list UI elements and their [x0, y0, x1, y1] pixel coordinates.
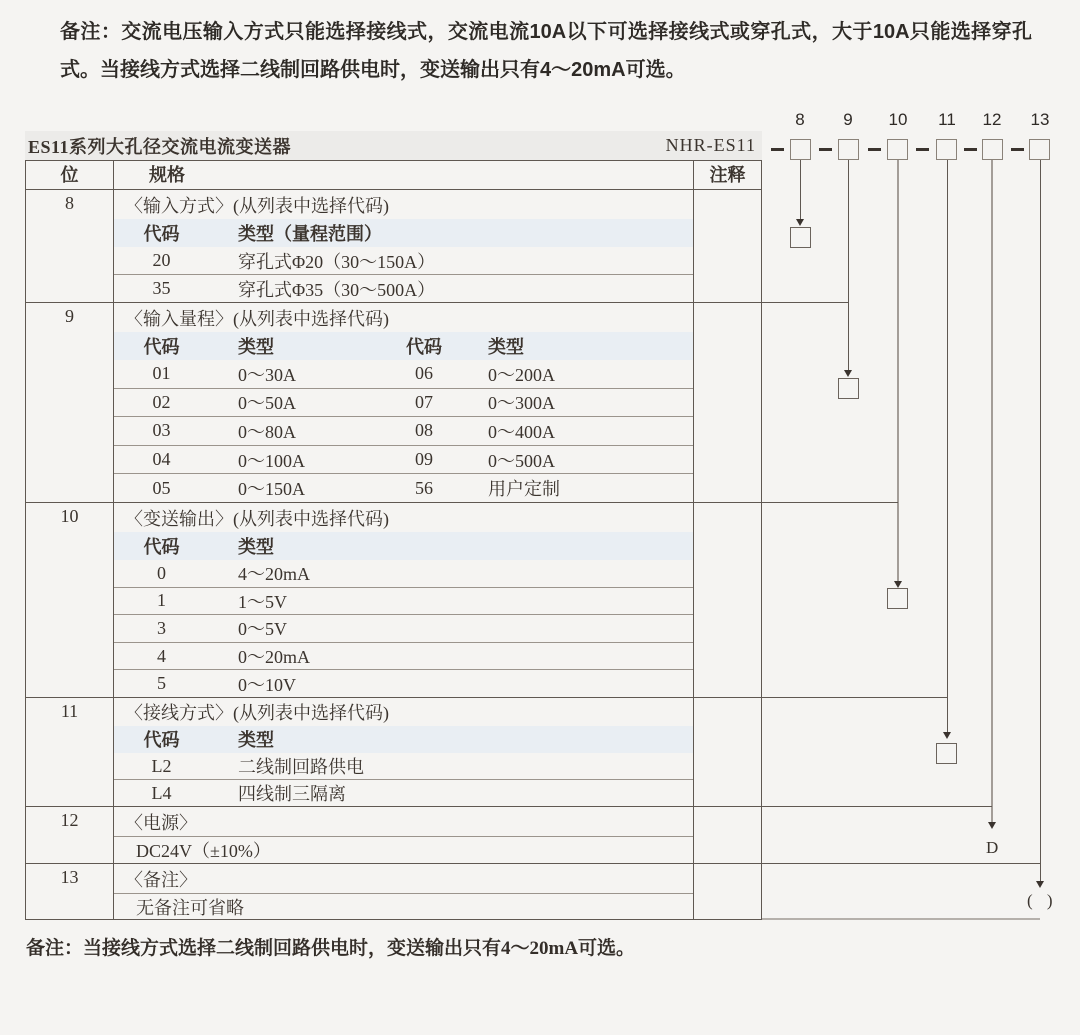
code-cell: 03: [152, 420, 171, 441]
junction-line: [762, 918, 1040, 920]
type-cell: 0～150A: [238, 479, 305, 500]
table-row: [114, 779, 693, 806]
type-cell: 0～200A: [488, 364, 555, 385]
model-code-box: [790, 139, 811, 160]
type-cell: 0～10V: [238, 674, 296, 695]
position-digit: 12: [982, 110, 1002, 129]
junction-line: [762, 697, 947, 698]
section-title: 〈变送输出〉(从列表中选择代码): [125, 508, 389, 529]
code-cell: 56: [415, 477, 433, 498]
section-title: 〈接线方式〉(从列表中选择代码): [125, 702, 389, 723]
table-row: [114, 753, 693, 779]
code-drop-box-8: [790, 227, 811, 248]
type-cell: 二线制回路供电: [238, 757, 364, 777]
table-row: [114, 247, 693, 274]
subheader-code-label: 代码: [143, 730, 180, 751]
drop-arrow: [796, 219, 804, 226]
section-position-13: [26, 863, 761, 920]
table-row: [114, 560, 693, 587]
table-row: [114, 274, 693, 302]
model-dash: [964, 148, 977, 151]
section-position-12: [26, 806, 761, 863]
junction-line: [762, 806, 992, 807]
code-drop-box-9: [838, 378, 859, 399]
model-code-box: [838, 139, 859, 160]
type-cell: 0～80A: [238, 421, 296, 442]
type-cell: 穿孔式Φ20（30～150A）: [238, 251, 436, 272]
model-code-box: [1029, 139, 1050, 160]
code-cell: 08: [415, 420, 433, 441]
connector-line-10: [897, 160, 899, 581]
note-cell: [694, 503, 761, 697]
subheader-type-label: 类型: [238, 730, 274, 751]
model-prefix: NHR-ES11: [665, 135, 756, 155]
type-cell: 0～300A: [488, 393, 555, 414]
type-cell: 0～30A: [238, 364, 296, 385]
product-title: ES11系列大孔径交流电流变送器: [28, 136, 292, 157]
section-position-9: [26, 302, 761, 502]
type-cell: 0～100A: [238, 450, 305, 471]
code-cell: 07: [415, 391, 433, 412]
subheader-type-label: 类型: [488, 337, 524, 357]
code-cell: 5: [157, 673, 166, 694]
subheader-code-label: 代码: [406, 337, 442, 357]
type-cell: 1～5V: [238, 591, 287, 612]
table-row: [114, 642, 693, 670]
position-cell: 11: [26, 698, 114, 806]
marker-power-code: D: [986, 838, 999, 857]
subheader-code-label: 代码: [143, 337, 180, 357]
selection-table: [25, 160, 762, 920]
table-row: 无备注可省略: [114, 893, 693, 920]
code-cell: 1: [157, 590, 166, 611]
table-row: DC24V（±10%）: [114, 836, 693, 863]
junction-line: [762, 302, 848, 303]
subheader-row: [114, 726, 693, 753]
section-title: 〈备注〉: [125, 869, 197, 890]
table-row: [114, 614, 693, 642]
top-note: 备注：交流电压输入方式只能选择接线式，交流电流10A以下可选择接线式或穿孔式，大于10A只能选择穿孔式。当接线方式选择二线制回路供电时，变送输出只有4～20mA可选。: [60, 21, 1032, 81]
position-digit: 11: [938, 110, 956, 129]
drop-arrow: [1036, 881, 1044, 888]
model-dash: [868, 148, 881, 151]
position-cell: 12: [26, 807, 114, 863]
code-cell: 0: [157, 562, 166, 583]
note-cell: [694, 190, 761, 302]
code-cell: 09: [415, 449, 433, 470]
type-cell: 0～5V: [238, 619, 287, 640]
drop-arrow: [943, 732, 951, 739]
note-cell: [694, 864, 761, 920]
drop-arrow: [894, 581, 902, 588]
title-band: [25, 131, 762, 160]
position-digit: 13: [1030, 110, 1050, 129]
col-header-note: 注释: [709, 165, 746, 185]
connector-line-9: [848, 160, 849, 370]
type-cell: 四线制三隔离: [238, 784, 346, 804]
note-cell: [694, 303, 761, 502]
table-row: [114, 473, 693, 502]
model-dash: [1011, 148, 1024, 151]
subheader-row: [114, 532, 693, 560]
drop-arrow: [988, 822, 996, 829]
type-cell: 0～20mA: [238, 647, 310, 668]
type-cell: 0～500A: [488, 450, 555, 471]
section-title: 〈电源〉: [125, 812, 197, 833]
type-cell: 用户定制: [488, 479, 560, 500]
table-row: [114, 587, 693, 615]
section-title: 〈输入方式〉(从列表中选择代码): [125, 195, 389, 216]
subheader-row: [114, 332, 693, 360]
section-position-11: [26, 697, 761, 806]
col-header-position: 位: [26, 161, 114, 189]
code-cell: 02: [152, 391, 171, 412]
connector-line-11: [947, 160, 948, 732]
table-row: [114, 360, 693, 388]
type-cell: 0～400A: [488, 421, 555, 442]
position-digit: 9: [843, 110, 853, 129]
type-cell: 穿孔式Φ35（30～500A）: [238, 279, 436, 300]
section-position-8: [26, 190, 761, 302]
table-row: [114, 416, 693, 445]
subheader-row: [114, 219, 693, 247]
code-cell: 35: [152, 278, 171, 298]
code-cell: L4: [151, 782, 172, 803]
note-cell: [694, 807, 761, 863]
type-cell: 4～20mA: [238, 564, 310, 585]
subheader-type-label: 类型: [238, 337, 274, 357]
code-cell: 05: [152, 477, 171, 498]
code-cell: 06: [415, 363, 433, 384]
model-dash: [771, 148, 784, 151]
connector-line-8: [800, 160, 801, 219]
subheader-type-label: 类型: [238, 537, 274, 557]
col-header-spec: 规格: [114, 161, 694, 189]
subheader-code-label: 代码: [143, 537, 180, 557]
table-row: [114, 445, 693, 474]
position-digit: 10: [888, 110, 908, 129]
position-cell: 10: [26, 503, 114, 697]
connector-line-12: [991, 160, 993, 822]
model-dash: [916, 148, 929, 151]
marker-remark-parens: ( ): [1027, 891, 1058, 910]
model-code-box: [887, 139, 908, 160]
model-code-box: [936, 139, 957, 160]
connector-line-13: [1040, 160, 1041, 881]
section-title: 〈输入量程〉(从列表中选择代码): [125, 308, 389, 329]
position-cell: 8: [26, 190, 114, 302]
code-cell: 01: [152, 363, 171, 384]
code-drop-box-10: [887, 588, 908, 609]
model-dash: [819, 148, 832, 151]
code-cell: 04: [152, 449, 171, 470]
subheader-code-label: 代码: [143, 224, 180, 244]
note-cell: [694, 698, 761, 806]
code-drop-box-11: [936, 743, 957, 764]
junction-line: [762, 502, 898, 503]
table-row: [114, 669, 693, 697]
table-row: [114, 388, 693, 417]
section-position-10: [26, 502, 761, 697]
position-digit: 8: [795, 110, 805, 129]
position-cell: 9: [26, 303, 114, 502]
model-code-box: [982, 139, 1003, 160]
code-cell: 20: [152, 250, 171, 270]
junction-line: [762, 863, 1040, 864]
table-header-row: [26, 161, 761, 190]
code-cell: L2: [151, 755, 172, 776]
code-cell: 3: [157, 617, 166, 638]
type-cell: 0～50A: [238, 393, 296, 414]
bottom-note: 备注：当接线方式选择二线制回路供电时，变送输出只有4～20mA可选。: [26, 938, 636, 959]
subheader-type-label: 类型（量程范围）: [238, 224, 382, 244]
code-cell: 4: [157, 645, 166, 666]
drop-arrow: [844, 370, 852, 377]
position-cell: 13: [26, 864, 114, 920]
